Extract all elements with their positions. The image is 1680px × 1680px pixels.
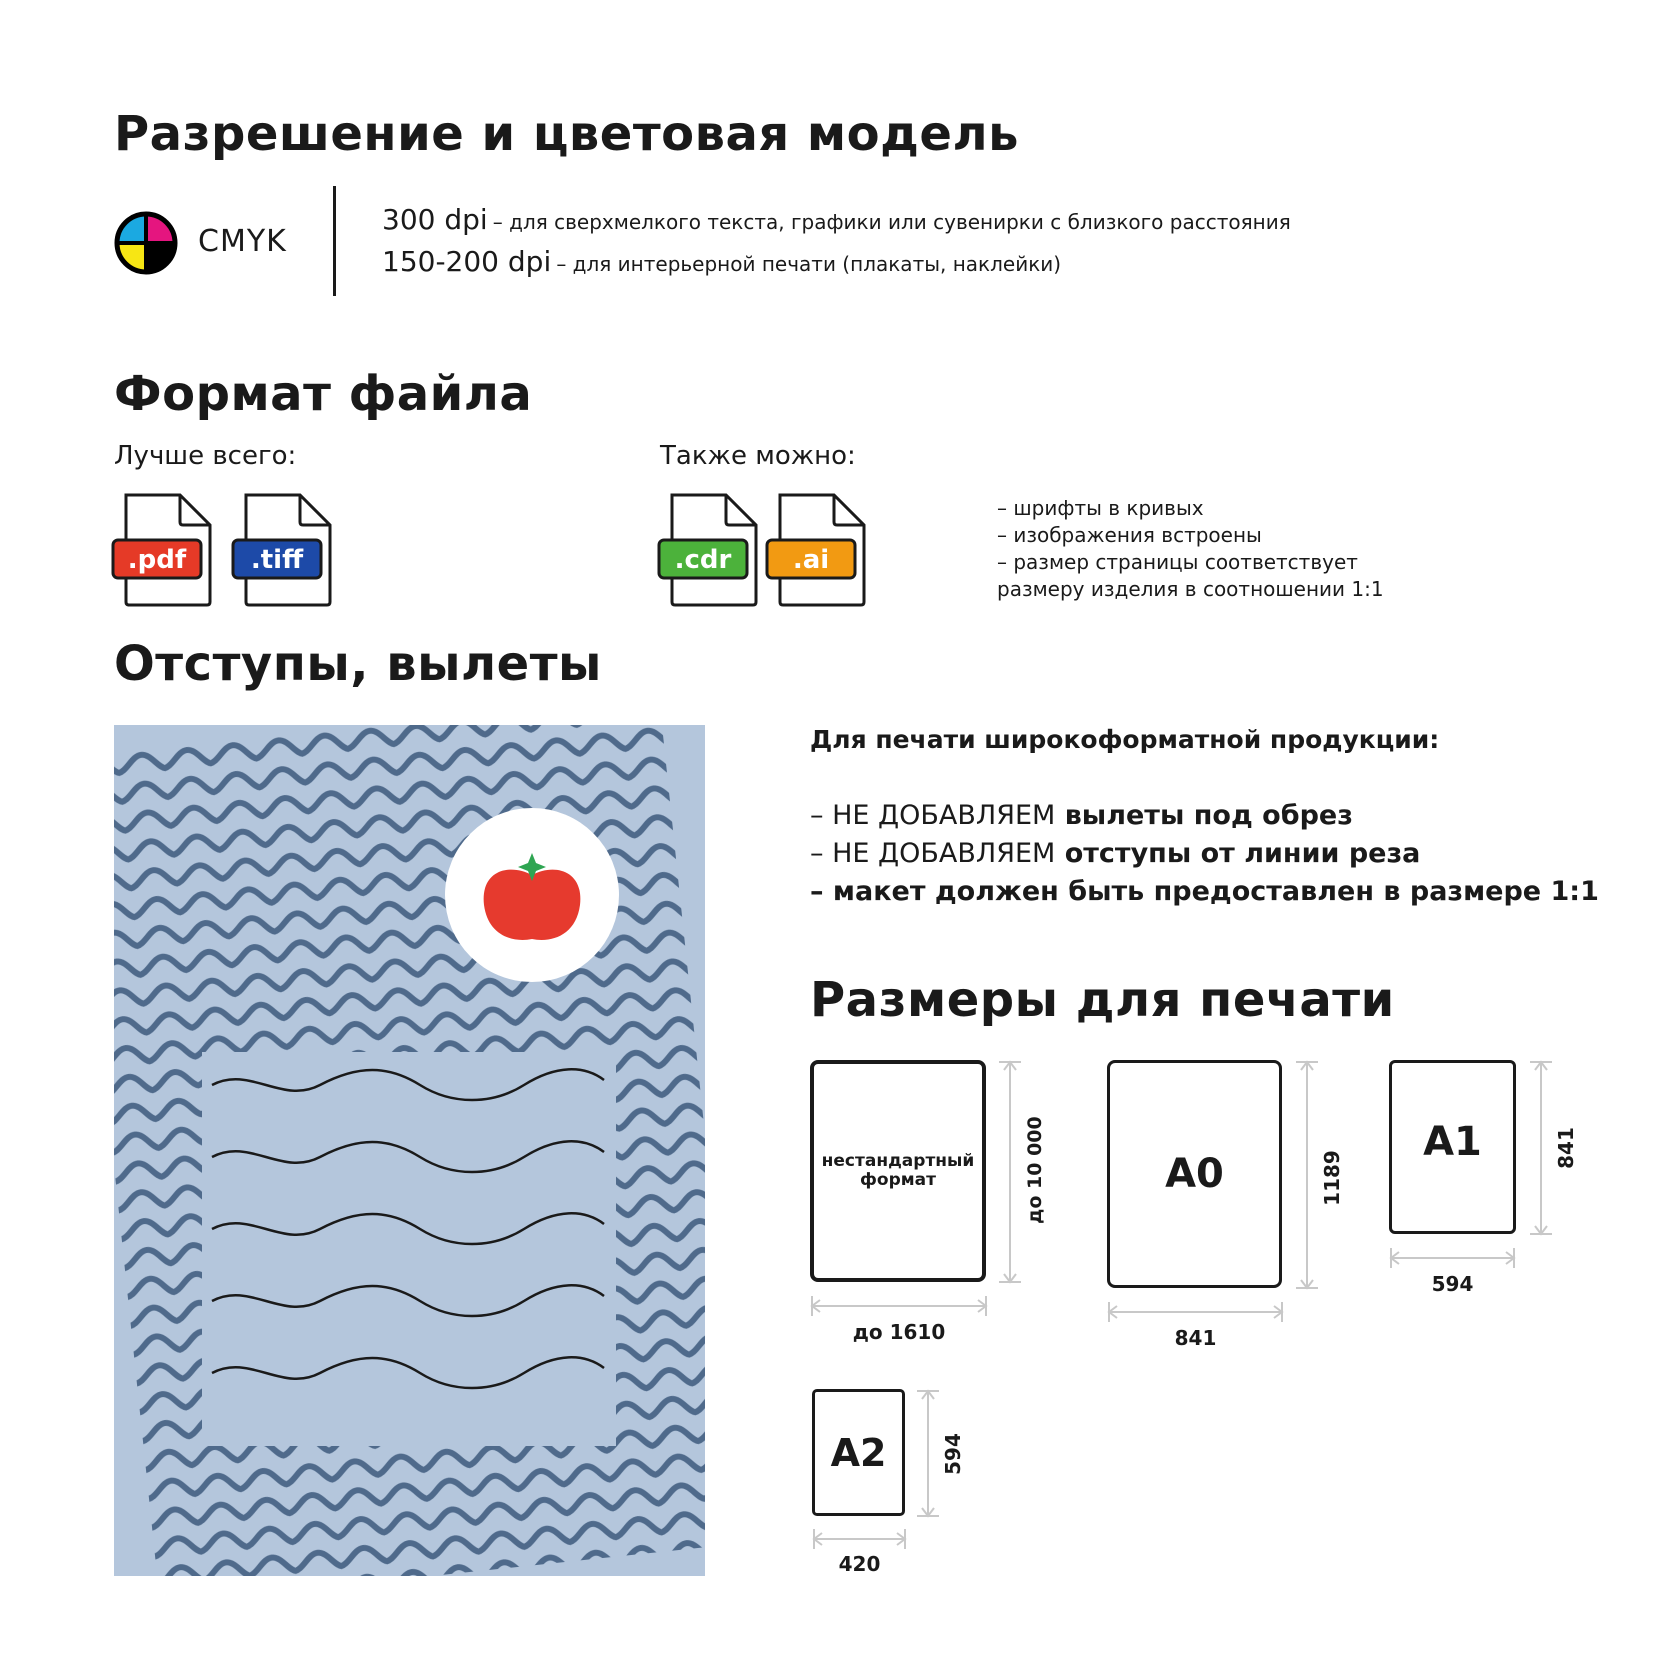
margins-rules [810, 797, 1599, 911]
note-line: размеру изделия в соотношении 1:1 [997, 577, 1384, 601]
file-ext: .tiff [250, 545, 304, 575]
rule-line: – НЕ ДОБАВЛЯЕМ отступы от линии реза [810, 838, 1421, 869]
size-label: A0 [1165, 1151, 1224, 1197]
resolution-title: Разрешение и цветовая модель [114, 106, 1019, 162]
also-label: Также можно: [660, 441, 856, 471]
sizes-title: Размеры для печати [810, 972, 1395, 1028]
divider [333, 186, 336, 296]
width-dimension-line [1107, 1300, 1284, 1324]
file-notes [997, 495, 1384, 603]
height-dimension-line [1526, 1060, 1556, 1236]
height-value: 841 [1554, 1127, 1578, 1169]
width-dimension-line [810, 1294, 988, 1318]
size-box-a1 [1389, 1060, 1516, 1234]
height-dimension-line [995, 1060, 1025, 1284]
cmyk-icon [114, 211, 178, 275]
color-model-label: CMYK [198, 224, 287, 259]
width-dimension-line [812, 1527, 907, 1551]
file-ext: .cdr [674, 545, 732, 575]
dpi-value: 150-200 dpi [382, 245, 552, 278]
bleed-illustration [114, 725, 705, 1576]
width-value: 841 [1174, 1326, 1217, 1350]
dpi-desc: – для интерьерной печати (плакаты, наклейки) [556, 252, 1062, 276]
height-dimension-line [1292, 1060, 1322, 1290]
height-value: 594 [941, 1433, 965, 1475]
height-value: до 10 000 [1024, 1116, 1046, 1224]
dpi-line-1 [382, 203, 1291, 236]
size-label: A2 [830, 1430, 887, 1475]
dpi-desc: – для сверхмелкого текста, графики или сувенирки с близкого расстояния [492, 210, 1291, 234]
pdf-file-icon [110, 492, 220, 608]
note-line: – шрифты в кривых [997, 496, 1204, 520]
ai-file-icon [764, 492, 874, 608]
width-value: до 1610 [852, 1320, 946, 1344]
margins-title: Отступы, вылеты [114, 636, 602, 692]
size-box-a2 [812, 1389, 905, 1516]
note-line: – размер страницы соответствует [997, 550, 1358, 574]
tiff-file-icon [230, 492, 340, 608]
size-label: A1 [1423, 1119, 1482, 1165]
width-dimension-line [1389, 1246, 1516, 1270]
width-value: 594 [1431, 1272, 1474, 1296]
file-ext: .ai [792, 545, 830, 575]
note-line: – изображения встроены [997, 523, 1262, 547]
size-label: нестандартный формат [821, 1151, 975, 1190]
size-box-a0 [1107, 1060, 1282, 1288]
rule-line: – макет должен быть предоставлен в размере 1:1 [810, 876, 1599, 907]
height-dimension-line [913, 1389, 943, 1518]
dpi-value: 300 dpi [382, 203, 488, 236]
file-format-title: Формат файла [114, 366, 533, 422]
file-ext: .pdf [127, 545, 187, 575]
height-value: 1189 [1320, 1150, 1344, 1206]
size-box-custom [810, 1060, 986, 1282]
dpi-line-2 [382, 245, 1061, 278]
cdr-file-icon [656, 492, 766, 608]
margins-heading: Для печати широкоформатной продукции: [810, 725, 1440, 754]
width-value: 420 [838, 1552, 881, 1576]
rule-line: – НЕ ДОБАВЛЯЕМ вылеты под обрез [810, 800, 1353, 831]
best-label: Лучше всего: [114, 441, 297, 471]
